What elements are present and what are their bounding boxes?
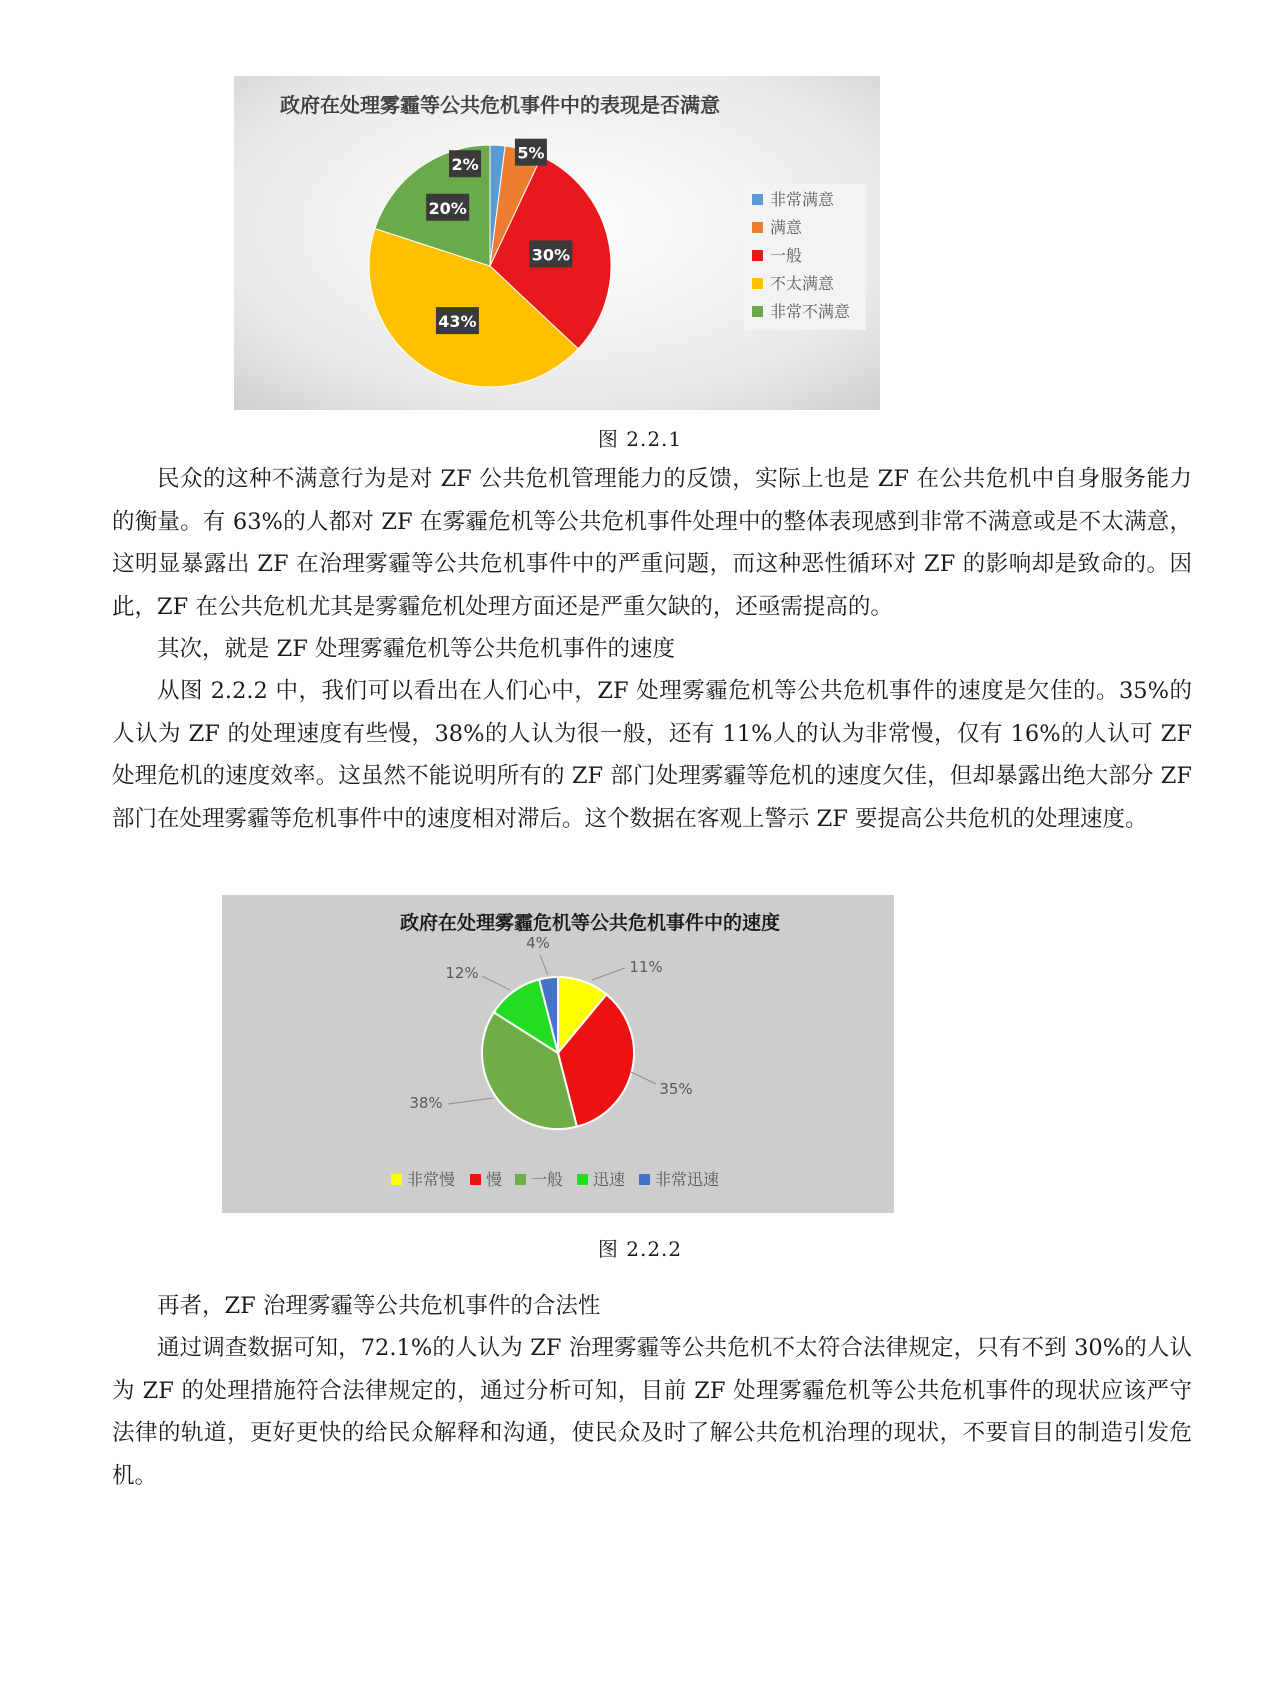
figure1-caption: 图 2.2.1 (597, 427, 683, 451)
chart2-data-label-2: 38% (409, 1094, 443, 1112)
chart2-legend-label-3: 迅速 (593, 1170, 626, 1189)
chart1-data-label-text-2: 30% (531, 245, 571, 265)
speed-pie-chart (222, 895, 894, 1213)
chart1-legend-swatch-1 (752, 222, 763, 233)
chart2-legend-swatch-3 (577, 1174, 588, 1185)
paragraph-5: 通过调查数据可知，72.1%的人认为 ZF 治理雾霾等公共危机不太符合法律规定，只有不到 30%的人认为 ZF 的处理措施符合法律规定的，通过分析可知，目前 ZF 处理雾霾危机等公共危机事件的现状应该严守法律的轨道，更好更快的给民众解释和沟通，使民众及时了解公共危机治理的现状，不要盲目的制造引发危机。 (112, 1335, 1192, 1489)
chart2-legend-swatch-0 (391, 1174, 402, 1185)
chart1-legend-label-3: 不太满意 (770, 274, 835, 293)
chart2-legend-label-2: 一般 (531, 1170, 564, 1189)
chart2-legend-swatch-2 (515, 1174, 526, 1185)
chart1-data-label-text-1: 5% (517, 143, 545, 163)
paragraph-3: 从图 2.2.2 中，我们可以看出在人们心中，ZF 处理雾霾危机等公共危机事件的速度是欠佳的。35%的人认为 ZF 的处理速度有些慢，38%的人认为很一般，还有 11%人的认为非常慢，仅有 16%的人认可 ZF 处理危机的速度效率。这虽然不能说明所有的 ZF 部门处理雾霾等危机的速度欠佳，但却暴露出绝大部分 ZF 部门在处理雾霾等危机事件中的速度相对滞后。这个数据在客观上警示 ZF 要提高公共危机的处理速度。 (112, 678, 1192, 832)
chart2-legend-swatch-4 (639, 1174, 650, 1185)
chart2-legend-label-0: 非常慢 (407, 1170, 456, 1189)
chart1-legend-label-4: 非常不满意 (770, 302, 851, 321)
paragraph-2: 其次，就是 ZF 处理雾霾危机等公共危机事件的速度 (157, 636, 676, 662)
chart1-data-label-1 (515, 139, 547, 166)
chart1-title: 政府在处理雾霾等公共危机事件中的表现是否满意 (280, 93, 720, 117)
chart1-data-label-0 (449, 150, 481, 177)
chart1-legend-label-1: 满意 (770, 218, 803, 237)
chart1-data-label-2 (529, 240, 572, 267)
chart1-data-label-4 (426, 194, 469, 221)
chart1-data-label-text-4: 20% (428, 198, 467, 218)
chart2-legend-label-1: 慢 (486, 1170, 503, 1189)
chart1-data-label-text-3: 43% (438, 312, 477, 332)
chart2-data-label-4: 4% (526, 934, 550, 952)
chart1-legend-swatch-2 (752, 250, 763, 261)
chart1-legend-swatch-4 (752, 306, 763, 317)
figure2-caption: 图 2.2.2 (597, 1237, 683, 1261)
chart1-data-label-text-0: 2% (451, 155, 479, 175)
chart1-legend-swatch-0 (752, 194, 763, 205)
chart2-legend-label-4: 非常迅速 (655, 1170, 720, 1189)
chart2-data-label-1: 35% (659, 1080, 693, 1098)
paragraph-1: 民众的这种不满意行为是对 ZF 公共危机管理能力的反馈，实际上也是 ZF 在公共危机中自身服务能力的衡量。有 63%的人都对 ZF 在雾霾危机等公共危机事件处理中的整体表现感到非常不满意或是不太满意，这明显暴露出 ZF 在治理雾霾等公共危机事件中的严重问题，而这种恶性循环对 ZF 的影响却是致命的。因此，ZF 在公共危机尤其是雾霾危机处理方面还是严重欠缺的，还亟需提高的。 (112, 466, 1192, 620)
chart2-data-label-0: 11% (629, 958, 663, 976)
satisfaction-pie-chart (234, 76, 880, 410)
chart1-legend-label-0: 非常满意 (770, 190, 835, 209)
chart2-legend-swatch-1 (470, 1174, 481, 1185)
chart2-data-label-3: 12% (445, 964, 479, 982)
chart2-title: 政府在处理雾霾危机等公共危机事件中的速度 (399, 912, 781, 934)
chart1-legend-label-2: 一般 (770, 246, 803, 265)
paragraph-4: 再者，ZF 治理雾霾等公共危机事件的合法性 (157, 1293, 601, 1319)
chart1-data-label-3 (436, 307, 479, 334)
chart1-legend-swatch-3 (752, 278, 763, 289)
